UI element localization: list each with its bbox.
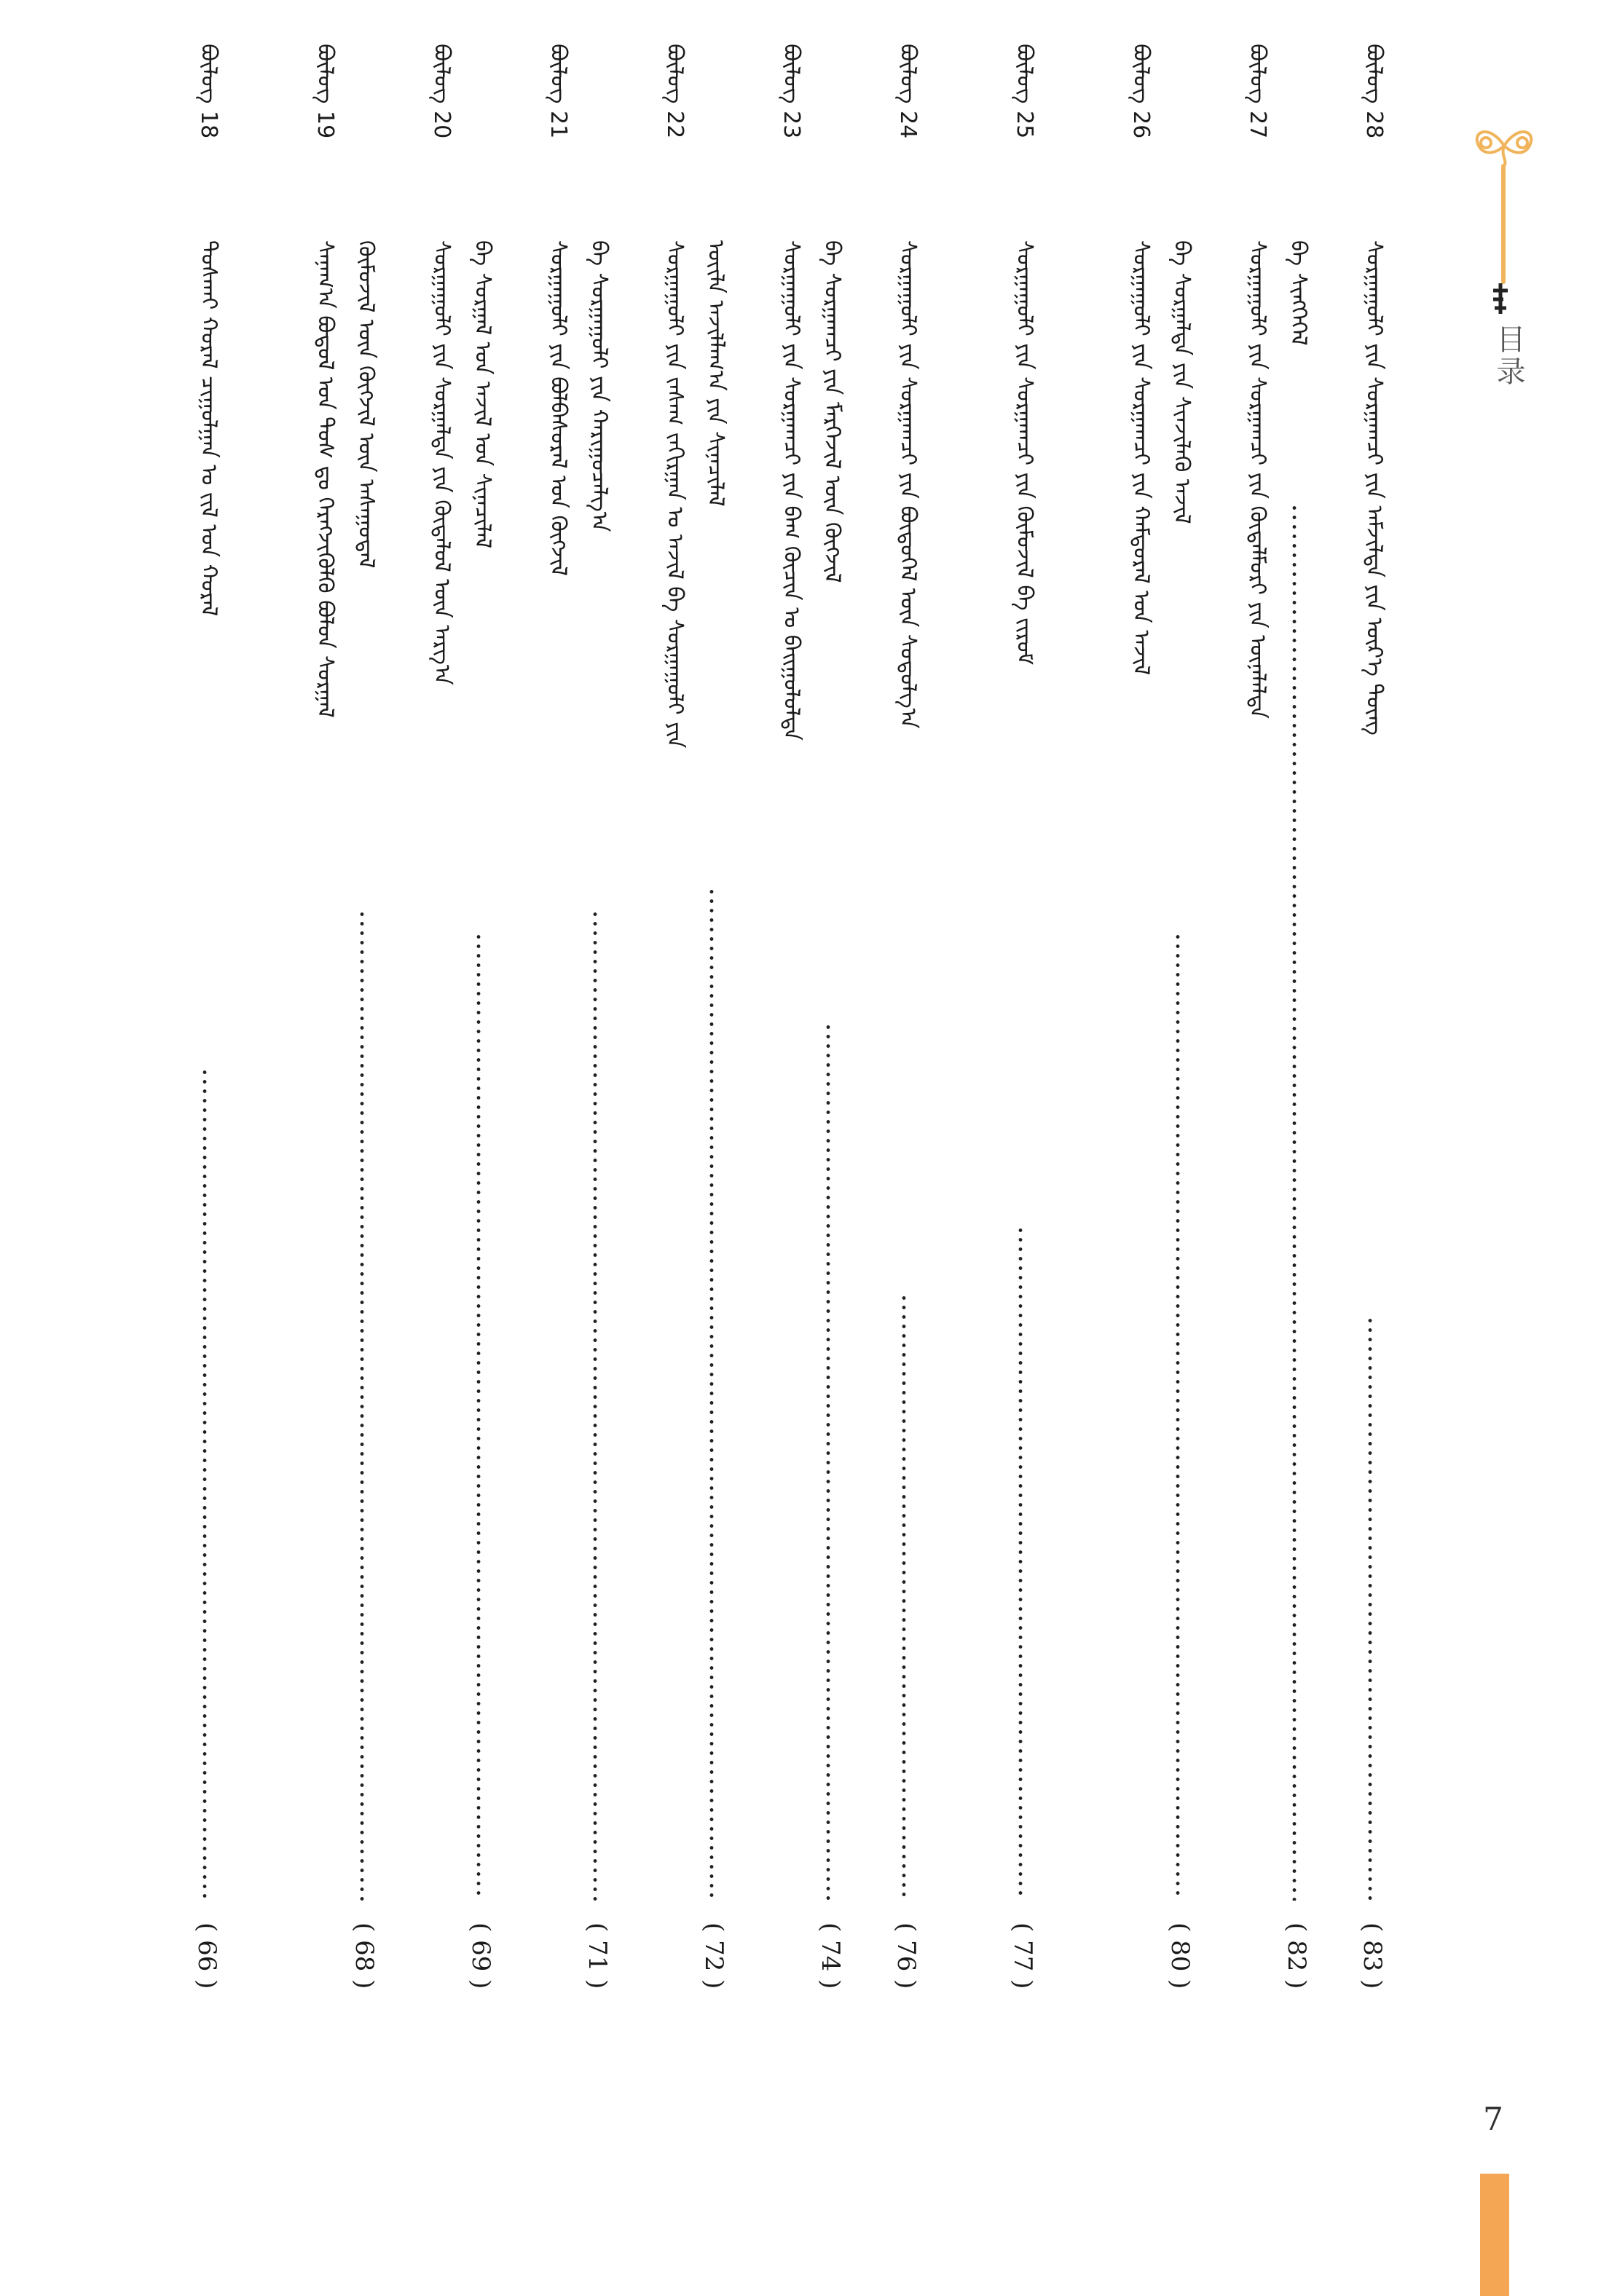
toc-entry[interactable] <box>1348 44 1398 1989</box>
toc-entry[interactable] <box>299 44 379 1989</box>
toc-page-number: ( 80 ) <box>1165 1922 1195 1989</box>
toc-chapter-label: ᠪᠦᠯᠦᠭ 28 <box>1361 44 1387 139</box>
toc-chapter-label: ᠪᠦᠯᠦᠭ 20 <box>429 44 455 139</box>
toc-chapter-label: ᠪᠦᠯᠦᠭ 21 <box>546 44 571 139</box>
toc-entry[interactable] <box>648 44 728 1989</box>
toc-title-line-2: ᠪᠠ ᠰᠤᠷᠭᠠᠯᠲᠠ ᠶᠢᠨ ᠰᠢᠨᠵᠢᠯᠡᠬᠦ ᠠᠵᠢᠯ <box>1169 240 1195 524</box>
toc-title-line: ᠰᠤᠷᠭᠠᠭᠤᠯᠢ ᠶᠢᠨ ᠰᠤᠷᠭᠠᠭᠴᠢ ᠶᠢᠨ ᠪᠦᠲᠦᠭᠡᠯ ᠦᠨ ᠰᠤᠳᠤᠯᠭ᠎ᠠ <box>895 240 921 729</box>
toc-entry[interactable] <box>998 44 1049 1989</box>
toc-entry[interactable] <box>532 44 612 1989</box>
toc-page-number: ( 74 ) <box>816 1922 845 1989</box>
toc-leader-dots <box>360 910 364 1901</box>
toc-page-number: ( 69 ) <box>466 1922 495 1989</box>
toc-title-line: ᠰᠤᠷᠭᠠᠭᠤᠯᠢ ᠶᠢᠨ ᠰᠤᠷᠭᠠᠭᠴᠢ ᠶᠢᠨ ᠬᠥᠮᠦᠵᠢᠯ ᠪᠠ ᠵᠢᠷᠤᠮ <box>1012 240 1037 666</box>
toc-chapter-label: ᠪᠦᠯᠦᠭ 22 <box>662 44 688 139</box>
toc-page-number: ( 76 ) <box>892 1922 921 1989</box>
toc-entry[interactable] <box>881 44 932 1989</box>
toc-leader-dots <box>202 1068 207 1901</box>
toc-entry[interactable] <box>765 44 845 1989</box>
toc-leader-dots <box>1368 1316 1372 1901</box>
toc-page-number: ( 83 ) <box>1358 1922 1387 1989</box>
section-title: 目录 <box>1492 324 1525 388</box>
mongolian-section-glyph <box>1487 280 1514 317</box>
toc-page-number: ( 71 ) <box>583 1922 612 1989</box>
toc-title-line: ᠰᠤᠷᠭᠠᠭᠤᠯᠢ ᠶᠢᠨ ᠰᠤᠷᠭᠠᠯᠲᠠ ᠶᠢᠨ ᠬᠥᠳᠡᠯᠦᠯ ᠦᠨ ᠠᠷᠭ᠎ᠠ <box>429 240 455 685</box>
toc-page-number: ( 68 ) <box>350 1922 379 1989</box>
toc-entry[interactable] <box>1114 44 1195 1989</box>
toc-leader-dots <box>593 910 597 1901</box>
toc-title-line: ᠰᠤᠷᠭᠠᠭᠤᠯᠢ ᠶᠢᠨ ᠰᠤᠷᠭᠠᠭᠴᠢ ᠶᠢᠨ ᠬᠠᠮᠲᠤᠷᠠᠯ ᠤᠨ ᠠᠵᠢᠯ <box>1128 240 1154 676</box>
toc-chapter-label: ᠪᠦᠯᠦᠭ 18 <box>196 44 221 139</box>
header-rule <box>1501 164 1506 284</box>
toc-entry[interactable] <box>1231 44 1311 1989</box>
toc-page-number: ( 77 ) <box>1008 1922 1037 1989</box>
table-of-contents <box>182 44 1449 1989</box>
toc-chapter-label: ᠪᠦᠯᠦᠭ 19 <box>312 44 338 139</box>
toc-leader-dots <box>1176 932 1180 1901</box>
toc-title-line: ᠲᠤᠰᠬᠠᠶ ᠬᠤᠷᠠᠯ ᠴᠢᠭᠤᠯᠭᠠᠨ ᠤ ᠵᠢᠯ ᠤᠨ ᠬᠤᠷᠠᠯ <box>196 240 221 617</box>
page-number: 7 <box>1483 2101 1503 2138</box>
toc-entry[interactable] <box>415 44 495 1989</box>
toc-chapter-label: ᠪᠦᠯᠦᠭ 27 <box>1245 44 1270 139</box>
toc-chapter-label: ᠪᠦᠯᠦᠭ 23 <box>779 44 804 139</box>
toc-entry[interactable] <box>182 44 233 1989</box>
toc-title-line: ᠰᠤᠷᠭᠠᠭᠤᠯᠢ ᠶᠢᠨ ᠪᠣᠯᠪᠠᠰᠤᠷᠠᠯ ᠤᠨ ᠬᠥᠭᠵᠢᠯ <box>546 240 571 576</box>
toc-title-line-2: ᠪᠠ ᠰᠤᠷᠭᠠᠯ ᠤᠨ ᠠᠵᠢᠯ ᠤᠨ ᠰᠢᠨᠡᠴᠢᠯᠡᠯ <box>470 240 495 549</box>
toc-title-line: ᠰᠤᠷᠭᠠᠭᠤᠯᠢ ᠶᠢᠨ ᠰᠤᠷᠭᠠᠭᠴᠢ ᠶᠢᠨ ᠠᠮᠵᠢᠯᠲᠠ ᠶᠢᠨ ᠦᠷ᠎ᠡ ᠳᠦᠩ <box>1361 240 1387 735</box>
toc-leader-dots <box>826 1022 830 1901</box>
toc-leader-dots <box>1018 1226 1023 1901</box>
toc-title-line: ᠰᠤᠷᠭᠠᠭᠤᠯᠢ ᠶᠢᠨ ᠰᠤᠷᠭᠠᠭᠴᠢ ᠶᠢᠨ ᠪᠠᠭ ᠬᠥᠴᠢᠨ ᠤ ᠪᠠᠢᠭᠤᠯᠤᠯᠲᠠ <box>779 240 804 741</box>
toc-title-line: ᠰᠤᠷᠭᠠᠭᠤᠯᠢ ᠶᠢᠨ ᠵᠠᠰᠠᠭ ᠵᠠᠬᠢᠷᠭᠠᠨ ᠤ ᠠᠵᠢᠯ ᠪᠠ ᠰᠤᠷᠭᠠᠭᠤᠯᠢ ᠶᠢᠨ <box>662 240 688 749</box>
toc-title-line-2: ᠪᠠ ᠰᠢᠩᠭᠡᠭᠡᠯ <box>1286 240 1311 346</box>
toc-title-line-2: ᠬᠦᠮᠦᠵᠢᠯ ᠦᠨ ᠬᠥᠭᠵᠢᠯ ᠦᠨ ᠠᠰᠠᠭᠤᠳᠠᠯ <box>353 240 379 569</box>
toc-page-number: ( 82 ) <box>1282 1922 1311 1989</box>
toc-chapter-label: ᠪᠦᠯᠦᠭ 24 <box>895 44 921 139</box>
toc-leader-dots <box>1292 503 1297 1901</box>
toc-title-line: ᠰᠠᠨᠠᠭ᠎ᠠ ᠪᠣᠳᠤᠯ ᠤᠨ ᠳᠤᠰ ᠳᠤ ᠬᠡᠷᠡᠭᠵᠢᠭᠦᠯᠬᠦ ᠪᠤᠯᠤᠨ ᠰᠤᠷᠭᠠᠯ <box>312 240 338 718</box>
toc-leader-dots <box>709 887 714 1901</box>
toc-chapter-label: ᠪᠦᠯᠦᠭ 25 <box>1012 44 1037 139</box>
toc-title-line-2: ᠪᠠ ᠰᠤᠷᠭᠠᠭᠤᠯᠢ ᠶᠢᠨ ᠬᠠᠷᠢᠭᠤᠴᠠᠯᠭ᠎ᠠ <box>586 240 612 532</box>
toc-page-number: ( 66 ) <box>192 1922 221 1989</box>
toc-title-line-2: ᠪᠠ ᠰᠤᠷᠭᠠᠭᠴᠢ ᠶᠢᠨ ᠮᠡᠷᠭᠡᠵᠢᠯ ᠦᠨ ᠬᠥᠭᠵᠢᠯ <box>819 240 845 583</box>
toc-leader-dots <box>902 1293 906 1901</box>
page-tab <box>1480 2174 1509 2296</box>
toc-title-line: ᠰᠤᠷᠭᠠᠭᠤᠯᠢ ᠶᠢᠨ ᠰᠤᠷᠭᠠᠭᠴᠢ ᠶᠢᠨ ᠬᠥᠳᠡᠯᠮᠦᠷᠢ ᠶᠢᠨ ᠦᠨᠡᠯᠡᠯᠲᠡ <box>1245 240 1270 719</box>
toc-leader-dots <box>476 932 481 1901</box>
toc-chapter-label: ᠪᠦᠯᠦᠭ 26 <box>1128 44 1154 139</box>
toc-page-number: ( 72 ) <box>699 1922 728 1989</box>
toc-title-line-2: ᠦᠢᠯᠡ ᠠᠵᠢᠯᠯᠠᠭ᠎ᠠ ᠶᠢᠨ ᠰᠢᠨᠡᠴᠢᠯᠡᠯ <box>703 240 728 507</box>
ornament-icon <box>1464 117 1544 167</box>
